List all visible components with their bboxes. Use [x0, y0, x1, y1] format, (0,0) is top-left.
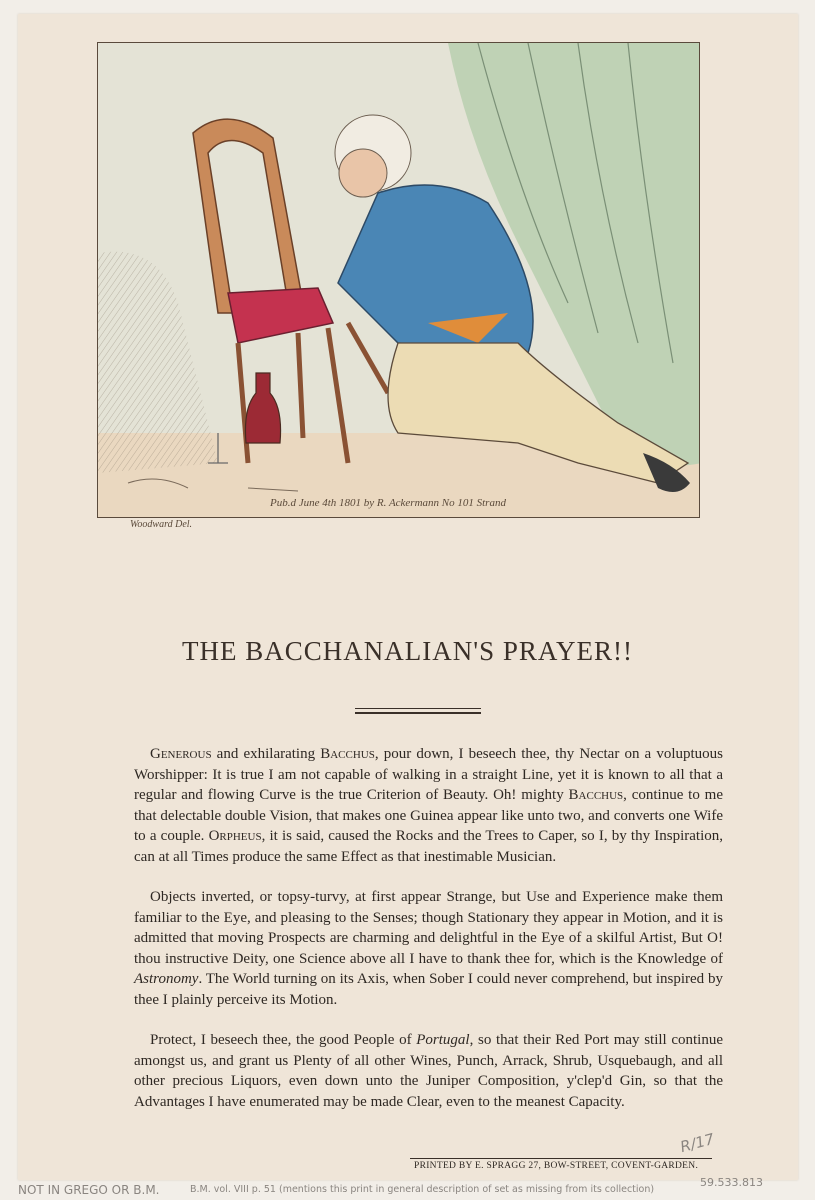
- paragraph-1: Generous and exhilarating Bacchus, pour down, I beseech thee, thy Nectar on a voluptuous Worshipper: It is true I am not capable of walking in a straight Line, yet it is known to all that a regular and flowing Curve is the true Criterion of Beauty. Oh! mighty Bacchus, continue to me that delectable double Vision, that makes one Guinea appear like unto two, and converts one Wife to a couple. Orpheus, it is said, caused the Rocks and the Trees to Caper, so I, by thy Inspiration, can at all Times produce the same Effect as that inestimable Musician.: [134, 746, 724, 865]
- artist-signature: Woodward Del.: [130, 519, 193, 530]
- etching-illustration: [97, 42, 700, 518]
- print-title: THE BACCHANALIAN'S PRAYER!!: [182, 636, 633, 666]
- pencil-initials: R/17: [678, 1129, 717, 1157]
- publication-line: Pub.d June 4th 1801 by R. Ackermann No 101 Strand: [270, 497, 506, 509]
- paragraph-2: Objects inverted, or topsy-turvy, at first appear Strange, but Use and Experience make them familiar to the Eye, and pleasing to the Senses; though Stationary they appear in Motion, and it is admitted that moving Prospects are charming and delightful in the Eye of a skilful Artist, But O! thou instructive Deity, one Science above all I have to thank thee for, which is the Knowledge of Astronomy. The World turning on its Axis, when Sober I could never comprehend, but inspired by thee I plainly perceive its Motion.: [134, 889, 723, 1008]
- pencil-note-reference: B.M. vol. VIII p. 51 (mentions this print in general description of set as missing from its collection): [190, 1184, 655, 1195]
- printer-line: PRINTED BY E. SPRAGG 27, BOW-STREET, COVENT-GARDEN.: [414, 1161, 699, 1171]
- paragraph-3: Protect, I beseech thee, the good People of Portugal, so that their Red Port may still continue amongst us, and grant us Plenty of all other Wines, Punch, Arrack, Shrub, Usquebaugh, and all other precious Liquors, even down unto the Juniper Composition, y'clep'd Gin, so that the Advantages I have enumerated may be made Clear, even to the meanest Capacity.: [134, 1032, 723, 1110]
- prayer-text: [134, 744, 723, 1132]
- printer-divider: [410, 1158, 712, 1159]
- title-divider: [355, 708, 481, 714]
- accession-number: 59.533.813: [700, 1176, 763, 1189]
- pencil-note-not-in: NOT IN GREGO OR B.M.: [18, 1183, 160, 1197]
